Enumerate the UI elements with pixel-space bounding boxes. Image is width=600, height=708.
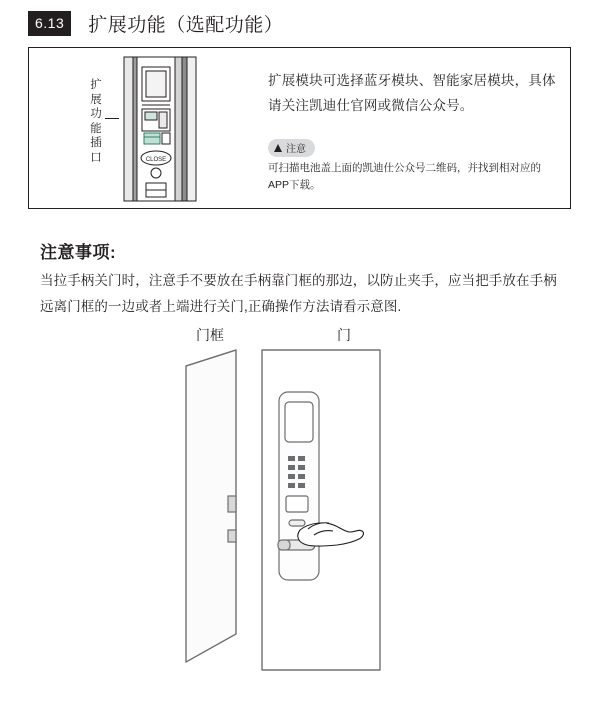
expansion-description: 扩展模块可选择蓝牙模块、智能家居模块，具体请关注凯迪仕官网或微信公众号。 bbox=[268, 73, 556, 113]
caution-badge-label: 注意 bbox=[286, 144, 306, 155]
port-leader-line bbox=[105, 118, 119, 119]
caution-note-text: 可扫描电池盖上面的凯迪仕公众号二维码，并找到相对应的APP下载。 bbox=[268, 162, 541, 191]
door-closing-illustration bbox=[150, 344, 450, 684]
door-frame-label: 门框 bbox=[196, 327, 224, 343]
page-title: 扩展功能（选配功能） bbox=[88, 15, 284, 36]
svg-text:CLOSE: CLOSE bbox=[145, 157, 167, 163]
section-number: 6.13 bbox=[28, 11, 71, 36]
section-heading bbox=[28, 10, 283, 37]
door-label: 门 bbox=[337, 327, 351, 343]
port-label: 扩展功能插口 bbox=[90, 79, 102, 164]
lock-body-illustration bbox=[118, 55, 214, 203]
cautions-title: 注意事项: bbox=[40, 243, 117, 262]
warning-triangle-icon bbox=[274, 144, 282, 152]
caution-badge bbox=[268, 139, 315, 157]
cautions-body: 当拉手柄关门时，注意手不要放在手柄靠门框的那边，以防止夹手，应当把手放在手柄远离门框的一边或者上端进行关门,正确操作方法请看示意图. bbox=[40, 273, 557, 314]
